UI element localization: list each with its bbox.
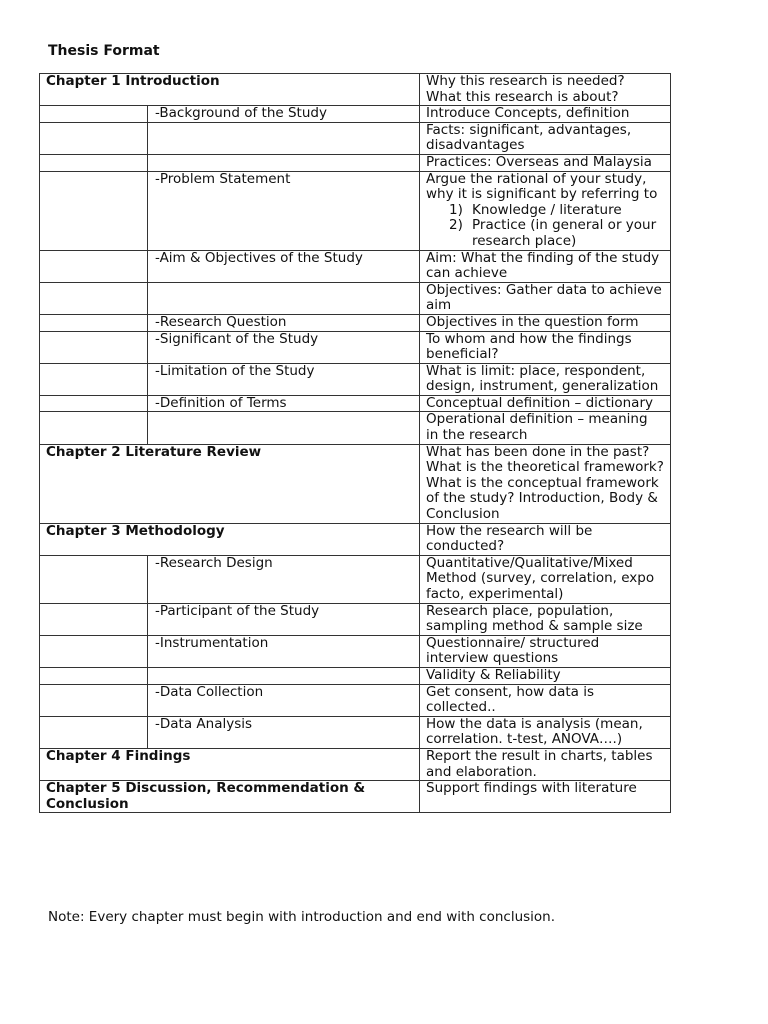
blank-cell [40,122,148,154]
list-number: 1) [449,201,463,218]
table-row [40,523,671,555]
table-row [40,363,671,395]
description-cell: Support findings with literature [420,781,671,813]
description-text: Argue the rational of your study, why it is significant by referring to [426,170,658,203]
blank-cell [148,412,420,444]
description-cell: Practices: Overseas and Malaysia [420,154,671,171]
blank-cell [40,331,148,363]
table-row [40,444,671,523]
blank-cell [40,412,148,444]
blank-cell [148,282,420,314]
chapter-title: Chapter 2 Literature Review [40,444,420,523]
blank-cell [148,667,420,684]
blank-cell [148,154,420,171]
table-row [40,171,671,250]
blank-cell [40,667,148,684]
chapter-title: Chapter 3 Methodology [40,523,420,555]
table-row [40,667,671,684]
blank-cell [40,603,148,635]
section-title: -Data Collection [148,684,420,716]
section-title: -Research Design [148,555,420,603]
table-row [40,250,671,282]
chapter-title: Chapter 4 Findings [40,748,420,780]
section-title: -Limitation of the Study [148,363,420,395]
description-cell: Get consent, how data is collected.. [420,684,671,716]
section-title: -Aim & Objectives of the Study [148,250,420,282]
list-text: Practice (in general or your research place) [472,217,657,249]
numbered-list [426,203,664,250]
blank-cell [40,106,148,123]
list-item [426,218,664,249]
description-cell: Why this research is needed? What this research is about? [420,74,671,106]
description-cell: Report the result in charts, tables and elaboration. [420,748,671,780]
section-title: -Participant of the Study [148,603,420,635]
table-row [40,314,671,331]
table-row [40,684,671,716]
section-title: -Definition of Terms [148,395,420,412]
blank-cell [40,363,148,395]
table-row [40,154,671,171]
description-cell: Introduce Concepts, definition [420,106,671,123]
blank-cell [40,684,148,716]
description-cell: Questionnaire/ structured interview questions [420,635,671,667]
table-row [40,74,671,106]
list-text: Knowledge / literature [472,201,622,218]
table-row [40,412,671,444]
blank-cell [40,395,148,412]
section-title: -Problem Statement [148,171,420,250]
list-item [426,203,664,219]
blank-cell [40,716,148,748]
table-row [40,331,671,363]
description-cell: How the data is analysis (mean, correlation. t-test, ANOVA….) [420,716,671,748]
table-row [40,635,671,667]
table-row [40,716,671,748]
description-cell: Research place, population, sampling method & sample size [420,603,671,635]
table-row [40,282,671,314]
description-cell: Operational definition – meaning in the research [420,412,671,444]
description-cell [420,171,671,250]
description-cell: Objectives: Gather data to achieve aim [420,282,671,314]
section-title: -Data Analysis [148,716,420,748]
description-cell: Facts: significant, advantages, disadvantages [420,122,671,154]
description-cell: Conceptual definition – dictionary [420,395,671,412]
chapter-title: Chapter 5 Discussion, Recommendation & Conclusion [40,781,420,813]
chapter-title: Chapter 1 Introduction [40,74,420,106]
list-number: 2) [449,217,463,234]
blank-cell [40,171,148,250]
table-row [40,555,671,603]
blank-cell [40,555,148,603]
description-cell: Quantitative/Qualitative/Mixed Method (survey, correlation, expo facto, experimental) [420,555,671,603]
blank-cell [40,635,148,667]
table-row [40,603,671,635]
description-cell: Validity & Reliability [420,667,671,684]
page-title: Thesis Format [48,43,160,59]
blank-cell [40,314,148,331]
section-title: -Research Question [148,314,420,331]
description-cell: What has been done in the past? What is the theoretical framework? What is the conceptual framework of the study? Introduction, Body & Conclusion [420,444,671,523]
blank-cell [40,250,148,282]
footer-note: Note: Every chapter must begin with introduction and end with conclusion. [48,909,556,925]
table-row [40,106,671,123]
table-row [40,122,671,154]
blank-cell [148,122,420,154]
section-title: -Instrumentation [148,635,420,667]
description-cell: How the research will be conducted? [420,523,671,555]
blank-cell [40,154,148,171]
table-row [40,395,671,412]
section-title: -Significant of the Study [148,331,420,363]
description-cell: Objectives in the question form [420,314,671,331]
blank-cell [40,282,148,314]
description-cell: Aim: What the finding of the study can achieve [420,250,671,282]
section-title: -Background of the Study [148,106,420,123]
table-row [40,748,671,780]
description-cell: To whom and how the findings beneficial? [420,331,671,363]
description-cell: What is limit: place, respondent, design, instrument, generalization [420,363,671,395]
table-row [40,781,671,813]
thesis-format-table [39,73,671,813]
